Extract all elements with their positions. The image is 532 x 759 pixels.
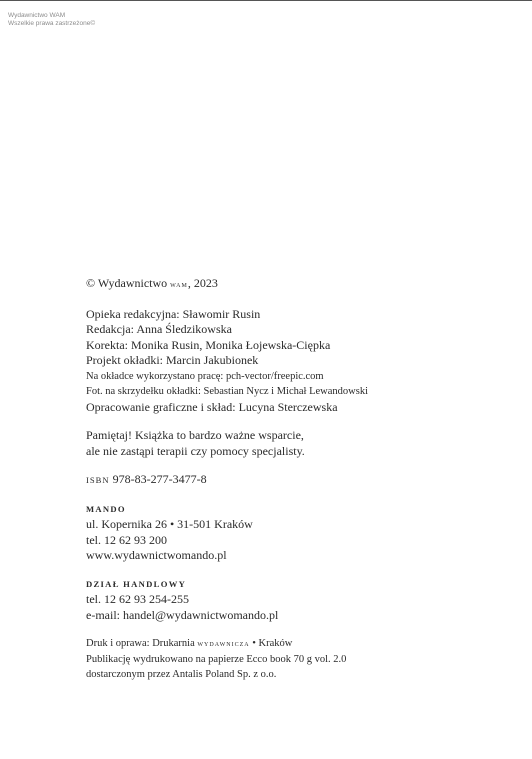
sales-email-link[interactable]: e-mail: handel@wydawnictwomando.pl <box>86 607 279 622</box>
credit-typesetting: Opracowanie graficzne i skład: Lucyna Sterczewska <box>86 399 338 414</box>
credit-cover-image: Na okładce wykorzystano pracę: pch-vector/freepic.com <box>86 370 324 382</box>
spacer <box>86 623 506 636</box>
sales-email <box>86 608 506 624</box>
isbn-value: 978-83-277-3477-8 <box>109 472 207 486</box>
isbn-line <box>86 472 506 489</box>
copyright-publisher-smallcaps: wam <box>170 279 188 289</box>
sales-phone: tel. 12 62 93 254-255 <box>86 592 189 606</box>
credit-flap-photo: Fot. na skrzydełku okładki: Sebastian Nycz i Michał Lewandowski <box>86 386 368 397</box>
mando-address: ul. Kopernika 26 • 31-501 Kraków <box>86 517 253 531</box>
mando-website <box>86 548 506 564</box>
printing-city: • Kraków <box>249 638 293 649</box>
credit-proofreading: Korekta: Monika Rusin, Monika Łojewska-Ciępka <box>86 337 331 352</box>
copyright-text: © Wydawnictwo <box>86 276 171 290</box>
printing-house-smallcaps: wydawnicza <box>197 638 250 648</box>
copyright-year: , 2023 <box>187 276 218 290</box>
watermark <box>8 12 95 28</box>
spacer <box>86 564 506 577</box>
top-border-line <box>0 0 532 1</box>
sales-heading: DZIAŁ HANDLOWY <box>86 578 187 589</box>
mando-heading: MANDO <box>86 503 126 514</box>
watermark-rights: Wszelkie prawa zastrzeżone© <box>8 20 96 27</box>
printing-line-1 <box>86 636 506 652</box>
spacer <box>86 489 506 502</box>
note-line-2: ale nie zastąpi terapii czy pomocy specjalisty. <box>86 443 305 458</box>
watermark-publisher: Wydawnictwo WAM <box>8 12 66 19</box>
note-line-1: Pamiętaj! Książka to bardzo ważne wsparcie, <box>86 428 304 442</box>
spacer <box>86 293 506 307</box>
mando-phone: tel. 12 62 93 200 <box>86 532 167 547</box>
spacer <box>86 459 506 472</box>
colophon <box>86 276 506 683</box>
spacer <box>86 415 506 428</box>
printing-line-3: dostarczonym przez Antalis Poland Sp. z o.o. <box>86 669 277 680</box>
credit-editing: Redakcja: Anna Śledzikowska <box>86 322 232 336</box>
copyright-line <box>86 276 506 293</box>
credit-editorial-care: Opieka redakcyjna: Sławomir Rusin <box>86 306 261 321</box>
credit-cover-design: Projekt okładki: Marcin Jakubionek <box>86 353 259 367</box>
isbn-label: ISBN <box>86 475 110 485</box>
printing-line-2: Publikację wydrukowano na papierze Ecco book 70 g vol. 2.0 <box>86 653 347 665</box>
printing-label: Druk i oprawa: Drukarnia <box>86 638 198 649</box>
mando-website-link[interactable]: www.wydawnictwomando.pl <box>86 548 227 562</box>
